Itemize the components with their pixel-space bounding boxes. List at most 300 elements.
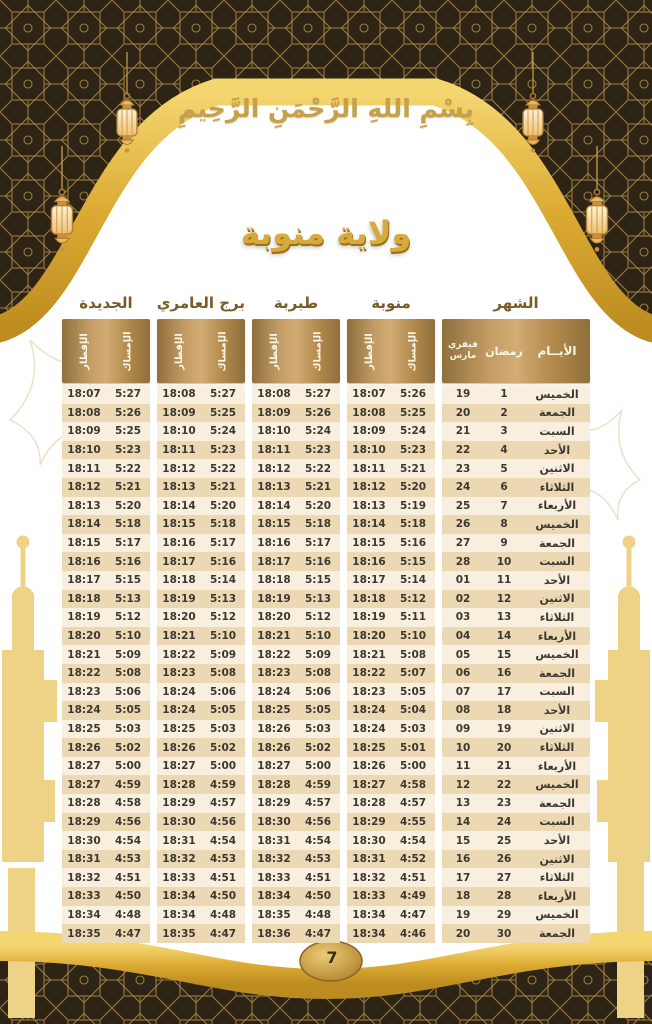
- table-row: [62, 422, 150, 441]
- table-row: [157, 552, 245, 571]
- imsak-time-cell: 5:21: [304, 481, 332, 494]
- page-number: 7: [326, 948, 338, 967]
- table-row: [157, 478, 245, 497]
- table-row: [347, 906, 435, 925]
- table-row: [62, 645, 150, 664]
- table-row: [442, 571, 590, 590]
- table-row: [252, 590, 340, 609]
- imsak-time-cell: 5:20: [304, 499, 332, 512]
- imsak-time-cell: 4:47: [304, 927, 332, 940]
- table-row: [62, 850, 150, 869]
- iftar-time-cell: 18:10: [352, 444, 386, 457]
- imsak-time-cell: 5:04: [399, 704, 427, 717]
- imsak-time-cell: 5:13: [209, 592, 237, 605]
- table-row: [442, 478, 590, 497]
- imsak-time-cell: 5:07: [399, 667, 427, 680]
- table-row: [442, 497, 590, 516]
- table-row: [347, 720, 435, 739]
- iftar-time-cell: 18:21: [257, 630, 291, 643]
- table-row: [157, 906, 245, 925]
- iftar-time-cell: 18:16: [352, 555, 386, 568]
- imsak-time-cell: 5:00: [399, 760, 427, 773]
- table-row: [157, 404, 245, 423]
- iftar-time-cell: 18:14: [162, 499, 196, 512]
- iftar-time-cell: 18:13: [162, 481, 196, 494]
- iftar-time-cell: 18:25: [67, 722, 101, 735]
- table-row: [347, 868, 435, 887]
- date-cell: 11: [455, 760, 471, 773]
- imsak-time-cell: 5:02: [209, 741, 237, 754]
- day-cell: الجمعة: [538, 927, 576, 941]
- imsak-time-cell: 4:54: [304, 834, 332, 847]
- ramadan-day-cell: 1: [500, 388, 508, 401]
- table-row: [157, 645, 245, 664]
- imsak-time-cell: 5:08: [304, 667, 332, 680]
- day-cell: الخميس: [535, 517, 579, 531]
- table-row: [62, 906, 150, 925]
- location-title: برج العامري: [156, 294, 245, 312]
- iftar-time-cell: 18:25: [352, 741, 386, 754]
- imsak-header-label: الإمساك: [122, 330, 134, 372]
- iftar-time-cell: 18:12: [162, 462, 196, 475]
- table-row: [157, 571, 245, 590]
- ramadan-day-cell: 28: [496, 890, 512, 903]
- table-row: [252, 459, 340, 478]
- iftar-time-cell: 18:13: [257, 481, 291, 494]
- ramadan-day-cell: 3: [500, 425, 508, 438]
- iftar-time-cell: 18:32: [352, 871, 386, 884]
- day-cell: الجمعة: [538, 406, 576, 420]
- table-row: [252, 497, 340, 516]
- header-pattern-panel: [0, 0, 652, 330]
- table-row: [347, 794, 435, 813]
- imsak-time-cell: 5:13: [114, 592, 142, 605]
- imsak-time-cell: 5:20: [209, 499, 237, 512]
- location-rows: [252, 385, 340, 943]
- iftar-time-cell: 18:16: [67, 555, 101, 568]
- iftar-time-cell: 18:23: [162, 667, 196, 680]
- column-group-el-jedida: [62, 289, 150, 943]
- table-row: [252, 552, 340, 571]
- imsak-time-cell: 4:53: [304, 853, 332, 866]
- imsak-time-cell: 4:48: [114, 908, 142, 921]
- iftar-header-label: الإفطار: [78, 332, 90, 370]
- imsak-time-cell: 4:56: [114, 815, 142, 828]
- table-row: [347, 645, 435, 664]
- imsak-time-cell: 4:51: [304, 871, 332, 884]
- iftar-time-cell: 18:27: [67, 760, 101, 773]
- iftar-time-cell: 18:32: [162, 853, 196, 866]
- table-row: [157, 627, 245, 646]
- ramadan-day-cell: 26: [496, 853, 512, 866]
- day-cell: الأحد: [543, 703, 571, 717]
- column-group-month: [442, 289, 590, 943]
- iftar-time-cell: 18:08: [67, 406, 101, 419]
- imsak-time-cell: 5:03: [209, 722, 237, 735]
- iftar-time-cell: 18:11: [67, 462, 101, 475]
- iftar-time-cell: 18:15: [352, 537, 386, 550]
- imsak-time-cell: 4:57: [304, 797, 332, 810]
- location-title: الجديدة: [79, 294, 133, 312]
- column-group-borj-el-amri: [157, 289, 245, 943]
- imsak-time-cell: 5:00: [114, 760, 142, 773]
- imsak-time-cell: 4:51: [114, 871, 142, 884]
- iftar-time-cell: 18:30: [257, 815, 291, 828]
- iftar-time-cell: 18:28: [67, 797, 101, 810]
- iftar-time-cell: 18:22: [257, 648, 291, 661]
- table-row: [442, 683, 590, 702]
- day-cell: الثلاثاء: [539, 871, 575, 885]
- iftar-time-cell: 18:14: [67, 518, 101, 531]
- table-row: [442, 701, 590, 720]
- day-cell: السبت: [539, 685, 575, 699]
- imsak-time-cell: 5:27: [304, 388, 332, 401]
- imsak-time-cell: 5:13: [304, 592, 332, 605]
- imsak-time-cell: 5:23: [209, 444, 237, 457]
- iftar-time-cell: 18:31: [257, 834, 291, 847]
- table-row: [442, 757, 590, 776]
- imsak-time-cell: 5:22: [114, 462, 142, 475]
- iftar-time-cell: 18:13: [352, 499, 386, 512]
- ramadan-day-cell: 16: [496, 667, 512, 680]
- date-cell: 20: [455, 927, 471, 940]
- date-cell: 04: [455, 630, 471, 643]
- iftar-time-cell: 18:26: [257, 741, 291, 754]
- table-row: [157, 738, 245, 757]
- date-cell: 06: [455, 667, 471, 680]
- iftar-time-cell: 18:27: [67, 778, 101, 791]
- table-row: [252, 441, 340, 460]
- imsak-time-cell: 4:47: [209, 927, 237, 940]
- table-row: [252, 775, 340, 794]
- table-row: [62, 813, 150, 832]
- imsak-time-cell: 4:53: [114, 853, 142, 866]
- date-cell: 27: [455, 537, 471, 550]
- table-row: [252, 738, 340, 757]
- iftar-time-cell: 18:08: [162, 388, 196, 401]
- table-row: [157, 459, 245, 478]
- iftar-time-cell: 18:27: [352, 778, 386, 791]
- iftar-time-cell: 18:26: [162, 741, 196, 754]
- ramadan-day-cell: 12: [496, 592, 512, 605]
- iftar-time-cell: 18:12: [67, 481, 101, 494]
- imsak-time-cell: 5:20: [399, 481, 427, 494]
- table-row: [62, 404, 150, 423]
- ramadan-day-cell: 8: [500, 518, 508, 531]
- imsak-time-cell: 5:10: [399, 630, 427, 643]
- imsak-time-cell: 5:24: [304, 425, 332, 438]
- imsak-time-cell: 5:09: [114, 648, 142, 661]
- iftar-time-cell: 18:20: [67, 630, 101, 643]
- ramadan-day-cell: 30: [496, 927, 512, 940]
- table-header-bar: [442, 319, 590, 383]
- table-row: [252, 515, 340, 534]
- table-row: [252, 422, 340, 441]
- day-cell: الخميس: [535, 908, 579, 922]
- table-row: [252, 868, 340, 887]
- table-row: [442, 813, 590, 832]
- table-row: [347, 385, 435, 404]
- iftar-time-cell: 18:12: [257, 462, 291, 475]
- imsak-time-cell: 4:57: [209, 797, 237, 810]
- iftar-time-cell: 18:35: [162, 927, 196, 940]
- table-row: [442, 590, 590, 609]
- iftar-time-cell: 18:31: [352, 853, 386, 866]
- imsak-time-cell: 5:09: [209, 648, 237, 661]
- imsak-time-cell: 5:02: [304, 741, 332, 754]
- imsak-time-cell: 4:57: [399, 797, 427, 810]
- iftar-time-cell: 18:14: [257, 499, 291, 512]
- imsak-time-cell: 5:24: [209, 425, 237, 438]
- imsak-header-label: الإمساك: [407, 330, 419, 372]
- imsak-time-cell: 4:56: [209, 815, 237, 828]
- table-row: [252, 924, 340, 943]
- day-cell: الخميس: [535, 778, 579, 792]
- table-row: [157, 794, 245, 813]
- imsak-time-cell: 5:21: [399, 462, 427, 475]
- iftar-time-cell: 18:20: [257, 611, 291, 624]
- imsak-time-cell: 4:48: [304, 908, 332, 921]
- table-row: [442, 850, 590, 869]
- day-cell: الجمعة: [538, 536, 576, 550]
- table-row: [157, 515, 245, 534]
- imsak-time-cell: 4:50: [304, 890, 332, 903]
- iftar-time-cell: 18:28: [257, 778, 291, 791]
- iftar-time-cell: 18:20: [352, 630, 386, 643]
- imsak-time-cell: 5:06: [209, 685, 237, 698]
- iftar-time-cell: 18:19: [162, 592, 196, 605]
- imsak-time-cell: 4:52: [399, 853, 427, 866]
- day-cell: الاثنين: [539, 852, 575, 866]
- imsak-header-label: الإمساك: [312, 330, 324, 372]
- iftar-time-cell: 18:19: [67, 611, 101, 624]
- imsak-time-cell: 5:18: [209, 518, 237, 531]
- table-row: [252, 831, 340, 850]
- ramadan-header-label: رمضان: [485, 344, 523, 358]
- table-row: [157, 497, 245, 516]
- imsak-time-cell: 5:17: [209, 537, 237, 550]
- table-row: [252, 534, 340, 553]
- day-cell: الثلاثاء: [539, 610, 575, 624]
- date-cell: 05: [455, 648, 471, 661]
- ramadan-day-cell: 13: [496, 611, 512, 624]
- imsak-time-cell: 5:00: [304, 760, 332, 773]
- imsak-time-cell: 5:12: [209, 611, 237, 624]
- table-row: [62, 664, 150, 683]
- iftar-time-cell: 18:11: [257, 444, 291, 457]
- imsak-time-cell: 5:19: [399, 499, 427, 512]
- day-cell: السبت: [539, 815, 575, 829]
- imsak-time-cell: 5:25: [209, 406, 237, 419]
- imsak-time-cell: 5:05: [209, 704, 237, 717]
- imsak-time-cell: 5:15: [304, 574, 332, 587]
- iftar-time-cell: 18:34: [257, 890, 291, 903]
- table-row: [157, 850, 245, 869]
- imsak-header-label: الإمساك: [217, 330, 229, 372]
- day-cell: السبت: [539, 424, 575, 438]
- table-row: [252, 720, 340, 739]
- table-row: [347, 571, 435, 590]
- table-row: [347, 590, 435, 609]
- imsak-time-cell: 5:08: [114, 667, 142, 680]
- bismillah-calligraphy: بِسْمِ اللهِ الرَّحْمَنِ الرَّحِيمِ: [178, 94, 474, 123]
- imsak-time-cell: 5:22: [209, 462, 237, 475]
- table-row: [157, 701, 245, 720]
- table-header-bar: [62, 319, 150, 383]
- table-row: [157, 720, 245, 739]
- imsak-time-cell: 5:14: [209, 574, 237, 587]
- imsak-time-cell: 5:08: [399, 648, 427, 661]
- imsak-time-cell: 5:17: [114, 537, 142, 550]
- table-row: [252, 385, 340, 404]
- ramadan-day-cell: 5: [500, 462, 508, 475]
- iftar-time-cell: 18:34: [162, 890, 196, 903]
- day-cell: الاثنين: [539, 462, 575, 476]
- table-row: [442, 459, 590, 478]
- iftar-time-cell: 18:18: [352, 592, 386, 605]
- iftar-time-cell: 18:27: [162, 760, 196, 773]
- table-row: [157, 683, 245, 702]
- imsak-time-cell: 5:26: [399, 388, 427, 401]
- ramadan-day-cell: 7: [500, 499, 508, 512]
- table-row: [347, 924, 435, 943]
- ramadan-day-cell: 22: [496, 778, 512, 791]
- iftar-time-cell: 18:30: [352, 834, 386, 847]
- imsak-time-cell: 5:05: [399, 685, 427, 698]
- table-row: [62, 534, 150, 553]
- imsak-time-cell: 5:00: [209, 760, 237, 773]
- day-cell: الأربعاء: [537, 759, 577, 773]
- table-row: [62, 720, 150, 739]
- table-row: [442, 794, 590, 813]
- iftar-time-cell: 18:16: [257, 537, 291, 550]
- ramadan-day-cell: 23: [496, 797, 512, 810]
- table-row: [252, 906, 340, 925]
- imsak-time-cell: 4:46: [399, 927, 427, 940]
- imsak-time-cell: 5:27: [114, 388, 142, 401]
- date-cell: 23: [455, 462, 471, 475]
- iftar-header-label: الإفطار: [363, 332, 375, 370]
- imsak-time-cell: 4:47: [399, 908, 427, 921]
- imsak-time-cell: 5:18: [304, 518, 332, 531]
- iftar-time-cell: 18:34: [352, 927, 386, 940]
- table-row: [442, 515, 590, 534]
- iftar-time-cell: 18:07: [67, 388, 101, 401]
- imsak-time-cell: 4:50: [114, 890, 142, 903]
- table-row: [157, 608, 245, 627]
- table-row: [442, 720, 590, 739]
- table-row: [157, 534, 245, 553]
- iftar-time-cell: 18:10: [67, 444, 101, 457]
- iftar-time-cell: 18:13: [67, 499, 101, 512]
- location-title: منوبة: [371, 294, 411, 312]
- table-row: [157, 924, 245, 943]
- iftar-time-cell: 18:34: [162, 908, 196, 921]
- iftar-time-cell: 18:18: [257, 574, 291, 587]
- table-row: [157, 887, 245, 906]
- imsak-time-cell: 5:23: [304, 444, 332, 457]
- iftar-time-cell: 18:26: [352, 760, 386, 773]
- month-rows: [442, 385, 590, 943]
- imsak-time-cell: 4:51: [399, 871, 427, 884]
- table-row: [347, 404, 435, 423]
- imsak-time-cell: 5:10: [304, 630, 332, 643]
- days-header-label: الأيــام: [537, 344, 577, 358]
- ramadan-day-cell: 27: [496, 871, 512, 884]
- day-cell: الثلاثاء: [539, 480, 575, 494]
- imsak-time-cell: 4:49: [399, 890, 427, 903]
- day-cell: الأحد: [543, 573, 571, 587]
- iftar-time-cell: 18:17: [352, 574, 386, 587]
- date-cell: 25: [455, 499, 471, 512]
- table-row: [347, 775, 435, 794]
- iftar-time-cell: 18:21: [162, 630, 196, 643]
- iftar-header-label: الإفطار: [268, 332, 280, 370]
- iftar-time-cell: 18:22: [162, 648, 196, 661]
- imsak-time-cell: 4:58: [399, 778, 427, 791]
- imsak-time-cell: 5:16: [399, 537, 427, 550]
- table-row: [442, 887, 590, 906]
- day-cell: السبت: [539, 555, 575, 569]
- table-row: [442, 664, 590, 683]
- table-row: [62, 627, 150, 646]
- iftar-time-cell: 18:35: [257, 908, 291, 921]
- day-cell: الاثنين: [539, 592, 575, 606]
- iftar-time-cell: 18:32: [257, 853, 291, 866]
- table-row: [347, 552, 435, 571]
- imsak-time-cell: 5:16: [209, 555, 237, 568]
- page-title: ولاية منوبة: [240, 214, 412, 252]
- iftar-time-cell: 18:29: [162, 797, 196, 810]
- imsak-time-cell: 4:54: [209, 834, 237, 847]
- table-header-bar: [157, 319, 245, 383]
- iftar-time-cell: 18:16: [162, 537, 196, 550]
- table-row: [252, 887, 340, 906]
- imsak-time-cell: 5:14: [399, 574, 427, 587]
- day-cell: الخميس: [535, 648, 579, 662]
- table-row: [252, 664, 340, 683]
- imsak-time-cell: 4:54: [399, 834, 427, 847]
- table-row: [252, 813, 340, 832]
- day-cell: الخميس: [535, 387, 579, 401]
- imsak-time-cell: 5:25: [114, 425, 142, 438]
- iftar-time-cell: 18:19: [352, 611, 386, 624]
- imsak-time-cell: 5:02: [114, 741, 142, 754]
- date-cell: 15: [455, 834, 471, 847]
- iftar-time-cell: 18:24: [257, 685, 291, 698]
- date-cell: 08: [455, 704, 471, 717]
- table-row: [157, 775, 245, 794]
- table-row: [62, 701, 150, 720]
- table-row: [62, 478, 150, 497]
- imsak-time-cell: 5:06: [114, 685, 142, 698]
- table-row: [62, 924, 150, 943]
- table-row: [347, 701, 435, 720]
- ramadan-day-cell: 10: [496, 555, 512, 568]
- imsak-time-cell: 5:10: [114, 630, 142, 643]
- table-row: [442, 422, 590, 441]
- iftar-time-cell: 18:23: [67, 685, 101, 698]
- ramadan-day-cell: 17: [496, 685, 512, 698]
- date-cell: 03: [455, 611, 471, 624]
- iftar-time-cell: 18:33: [352, 890, 386, 903]
- table-row: [62, 459, 150, 478]
- table-row: [347, 627, 435, 646]
- imsak-time-cell: 5:10: [209, 630, 237, 643]
- imsak-time-cell: 5:18: [399, 518, 427, 531]
- table-row: [62, 385, 150, 404]
- table-row: [252, 571, 340, 590]
